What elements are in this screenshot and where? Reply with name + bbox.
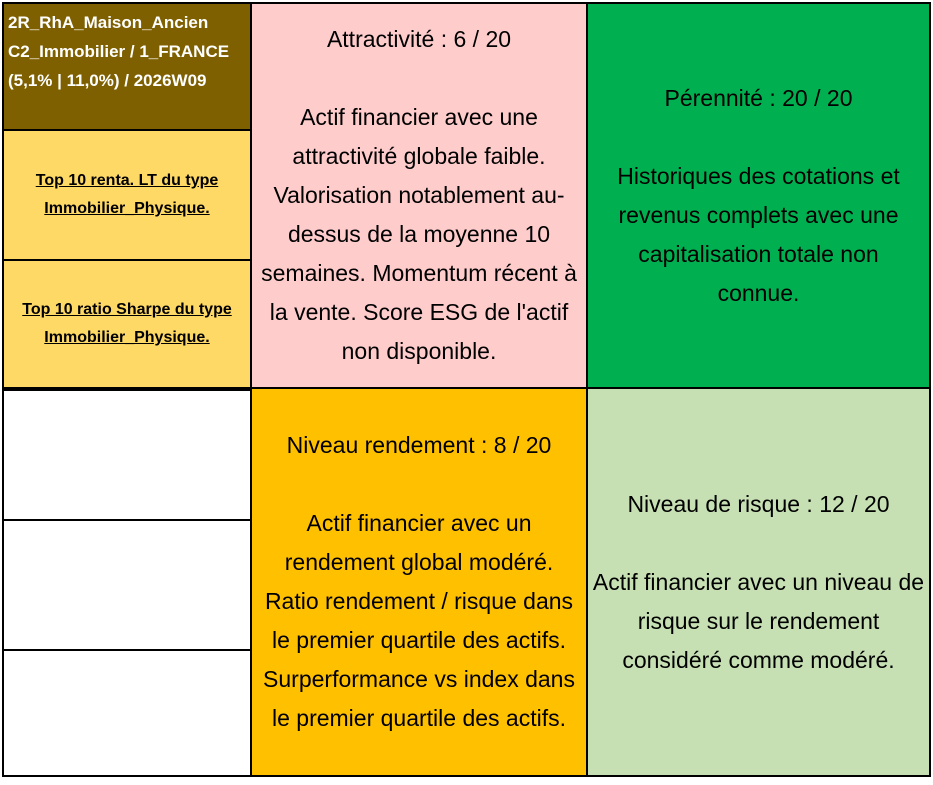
top-sharpe-link[interactable] (22, 296, 232, 352)
top-renta-line: Immobilier_Physique. (44, 200, 210, 217)
top-renta-link[interactable] (36, 167, 219, 223)
risque-title: Niveau de risque : 12 / 20 (627, 490, 890, 517)
attractivite-line: dessus de la moyenne 10 (287, 221, 551, 247)
rendement-line: le premier quartile des actifs. (271, 705, 566, 731)
risque-cell (586, 387, 931, 777)
rendement-cell (250, 387, 588, 777)
perennite-title: Pérennité : 20 / 20 (664, 84, 853, 111)
top-sharpe-line: Top 10 ratio Sharpe du type (22, 301, 232, 318)
rendement-title: Niveau rendement : 8 / 20 (286, 432, 552, 458)
perennite-line: connue. (717, 279, 800, 306)
perennite-line: revenus complets avec une (618, 201, 899, 228)
top-renta-cell (2, 129, 252, 261)
asset-stats: (5,1% | 11,0%) / 2026W09 (8, 71, 207, 90)
perennite-line: capitalisation totale non (638, 240, 879, 267)
rendement-line: rendement global modéré. (284, 549, 554, 575)
perennite-cell (586, 2, 931, 389)
top-renta-line: Top 10 renta. LT du type (35, 172, 219, 189)
asset-info-cell (2, 2, 252, 131)
rendement-line: le premier quartile des actifs. (271, 627, 566, 653)
perennite-line: Historiques des cotations et (617, 162, 900, 189)
attractivite-title: Attractivité : 6 / 20 (326, 26, 512, 52)
risque-line: considéré comme modéré. (622, 646, 895, 673)
empty-cell (2, 389, 252, 521)
attractivite-line: attractivité globale faible. (292, 143, 546, 169)
attractivite-line: la vente. Score ESG de l'actif (269, 299, 569, 325)
attractivite-line: Actif financier avec une (300, 104, 538, 130)
asset-name: 2R_RhA_Maison_Ancien (8, 13, 209, 32)
rendement-line: Actif financier avec un (306, 510, 532, 536)
attractivite-line: non disponible. (341, 338, 497, 364)
rendement-line: Ratio rendement / risque dans (264, 588, 574, 614)
empty-cell (2, 649, 252, 777)
attractivite-line: Valorisation notablement au- (273, 182, 565, 208)
top-sharpe-line: Immobilier_Physique. (44, 329, 210, 346)
asset-category: C2_Immobilier / 1_FRANCE (8, 42, 230, 61)
top-sharpe-cell (2, 259, 252, 389)
rendement-line: Surperformance vs index dans (263, 666, 575, 692)
empty-cell (2, 519, 252, 651)
risque-line: Actif financier avec un niveau de (592, 568, 925, 595)
attractivite-cell (250, 2, 588, 389)
attractivite-line: semaines. Momentum récent à (261, 260, 577, 286)
risque-line: risque sur le rendement (637, 607, 880, 634)
